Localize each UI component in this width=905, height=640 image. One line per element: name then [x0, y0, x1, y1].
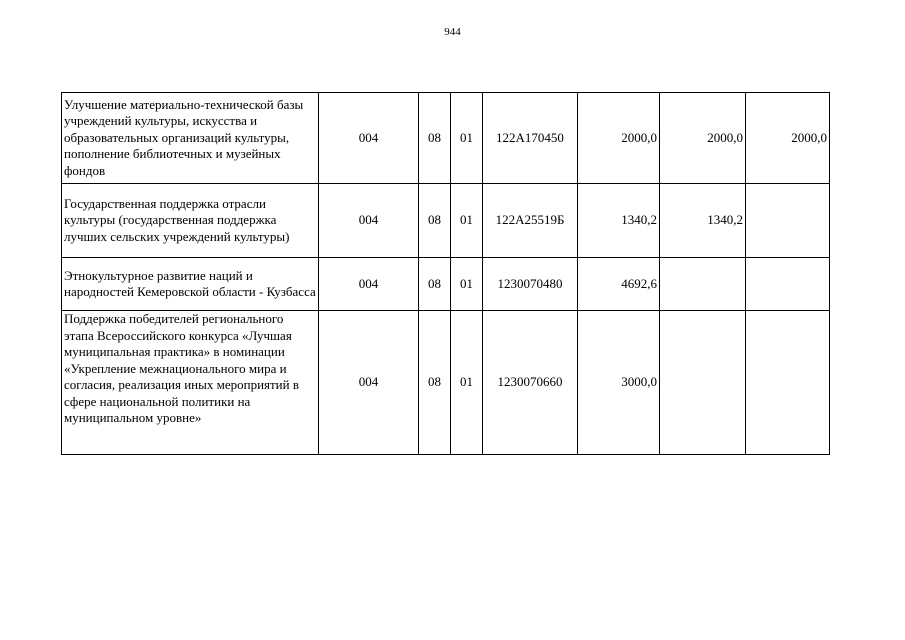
sum2-cell: 2000,0	[660, 93, 746, 184]
razdel-cell: 08	[419, 184, 451, 258]
budget-table	[61, 92, 830, 455]
row-name-cell: Поддержка победителей регионального этапа Всероссийского конкурса «Лучшая муниципальная практика» в номинации «Укрепление межнационального мира и согласия, реализация иных мероприятий в сфере национальной политики на муниципальном уровне»	[62, 311, 319, 455]
razdel-cell: 08	[419, 258, 451, 311]
grbs-cell: 004	[319, 93, 419, 184]
row-name-cell: Улучшение материально-технической базы учреждений культуры, искусства и образовательных организаций культуры, пополнение библиотечных и музейных фондов	[62, 93, 319, 184]
table-row	[62, 258, 830, 311]
sum2-cell	[660, 258, 746, 311]
razdel-cell: 08	[419, 93, 451, 184]
row-name-cell: Этнокультурное развитие наций и народностей Кемеровской области - Кузбасса	[62, 258, 319, 311]
csr-cell: 122A170450	[483, 93, 578, 184]
grbs-cell: 004	[319, 258, 419, 311]
sum1-cell: 4692,6	[578, 258, 660, 311]
csr-cell: 1230070480	[483, 258, 578, 311]
sum1-cell: 1340,2	[578, 184, 660, 258]
podrazdel-cell: 01	[451, 93, 483, 184]
table-row	[62, 311, 830, 455]
sum1-cell: 2000,0	[578, 93, 660, 184]
csr-cell: 122A25519Б	[483, 184, 578, 258]
row-name-cell: Государственная поддержка отрасли культуры (государственная поддержка лучших сельских учреждений культуры)	[62, 184, 319, 258]
sum3-cell	[746, 184, 830, 258]
sum2-cell	[660, 311, 746, 455]
sum3-cell	[746, 258, 830, 311]
razdel-cell: 08	[419, 311, 451, 455]
sum2-cell: 1340,2	[660, 184, 746, 258]
sum3-cell: 2000,0	[746, 93, 830, 184]
table-row	[62, 93, 830, 184]
table-row	[62, 184, 830, 258]
podrazdel-cell: 01	[451, 258, 483, 311]
podrazdel-cell: 01	[451, 311, 483, 455]
page-number: 944	[444, 26, 461, 38]
sum3-cell	[746, 311, 830, 455]
csr-cell: 1230070660	[483, 311, 578, 455]
sum1-cell: 3000,0	[578, 311, 660, 455]
grbs-cell: 004	[319, 184, 419, 258]
grbs-cell: 004	[319, 311, 419, 455]
podrazdel-cell: 01	[451, 184, 483, 258]
